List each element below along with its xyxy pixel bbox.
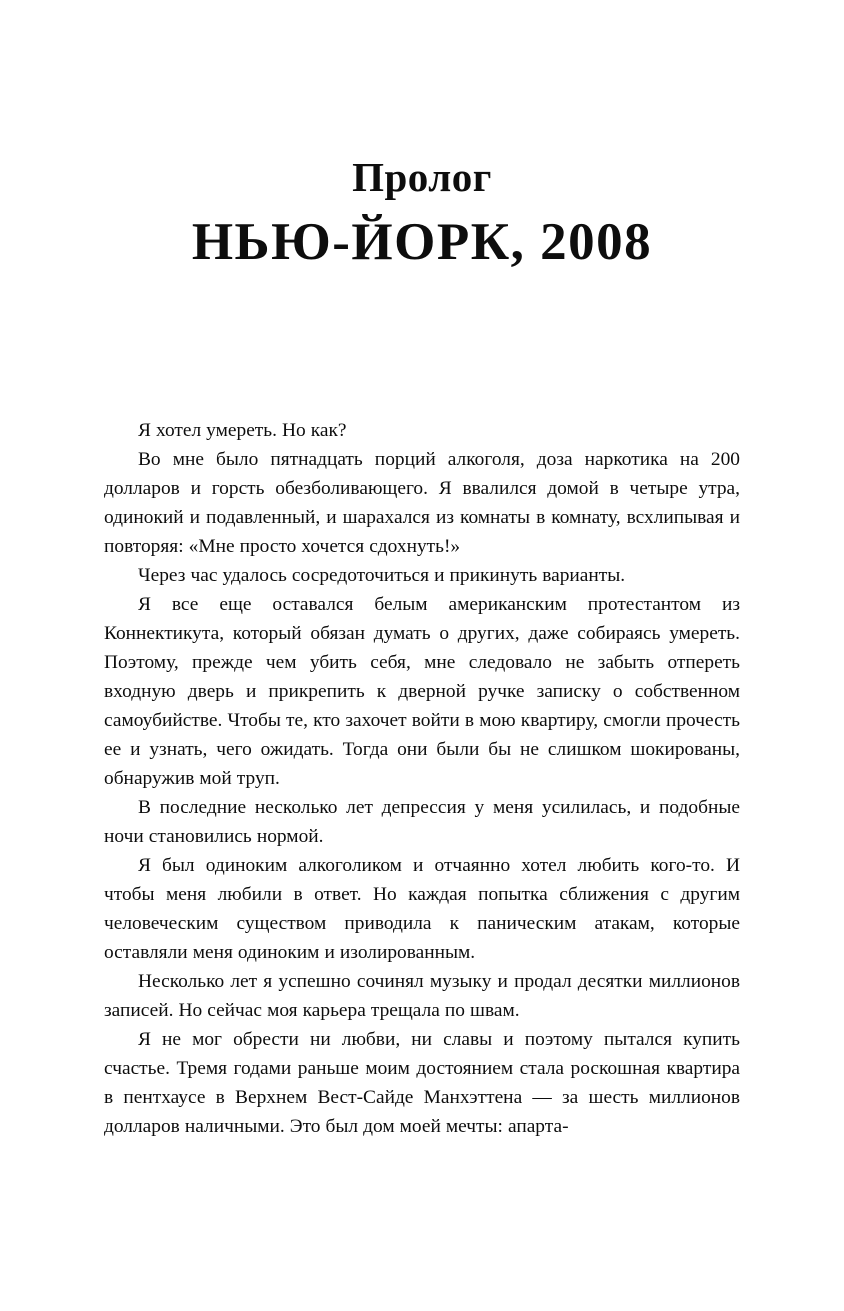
paragraph: В последние несколько лет депрессия у меня усилилась, и подобные ночи становились нормой. [104, 797, 740, 848]
chapter-label: Пролог [352, 154, 492, 200]
paragraph: Через час удалось сосредоточиться и прикинуть варианты. [138, 565, 626, 587]
paragraph: Я был одиноким алкоголиком и отчаянно хотел любить кого-то. И чтобы меня любили в ответ. Но каждая попытка сближения с другим человеческим существом приводила к паническим атакам, которые оставляли меня одиноким и изолированным. [104, 855, 740, 964]
paragraph: Я все еще оставался белым американским протестантом из Коннектикута, который обязан думать о других, даже собираясь умереть. Поэтому, прежде чем убить себя, мне следовало не забыть отпереть входную дверь и прикрепить к дверной ручке записку о собственном самоубийстве. Чтобы те, кто захочет войти в мою квартиру, смогли прочесть ее и узнать, чего ожидать. Тогда они были бы не слишком шокированы, обнаружив мой труп. [104, 594, 740, 790]
paragraph: Во мне было пятнадцать порций алкоголя, доза наркотика на 200 долларов и горсть обезболивающего. Я ввалился домой в четыре утра, одинокий и подавленный, и шарахался из комнаты в комнату, всхлипывая и повторяя: «Мне просто хочется сдохнуть!» [104, 449, 740, 558]
paragraph: Я не мог обрести ни любви, ни славы и поэтому пытался купить счастье. Тремя годами раньше моим достоянием стала роскошная квартира в пентхаусе в Верхнем Вест-Сайде Манхэттена — за шесть миллионов долларов наличными. Это был дом моей мечты: апарта- [104, 1029, 740, 1138]
paragraph: Я хотел умереть. Но как? [138, 420, 347, 442]
body-text [104, 416, 740, 1141]
paragraph: Несколько лет я успешно сочинял музыку и продал десятки миллионов записей. Но сейчас моя карьера трещала по швам. [104, 971, 740, 1022]
chapter-heading [104, 156, 740, 271]
page-title: НЬЮ-ЙОРК, 2008 [191, 213, 653, 272]
